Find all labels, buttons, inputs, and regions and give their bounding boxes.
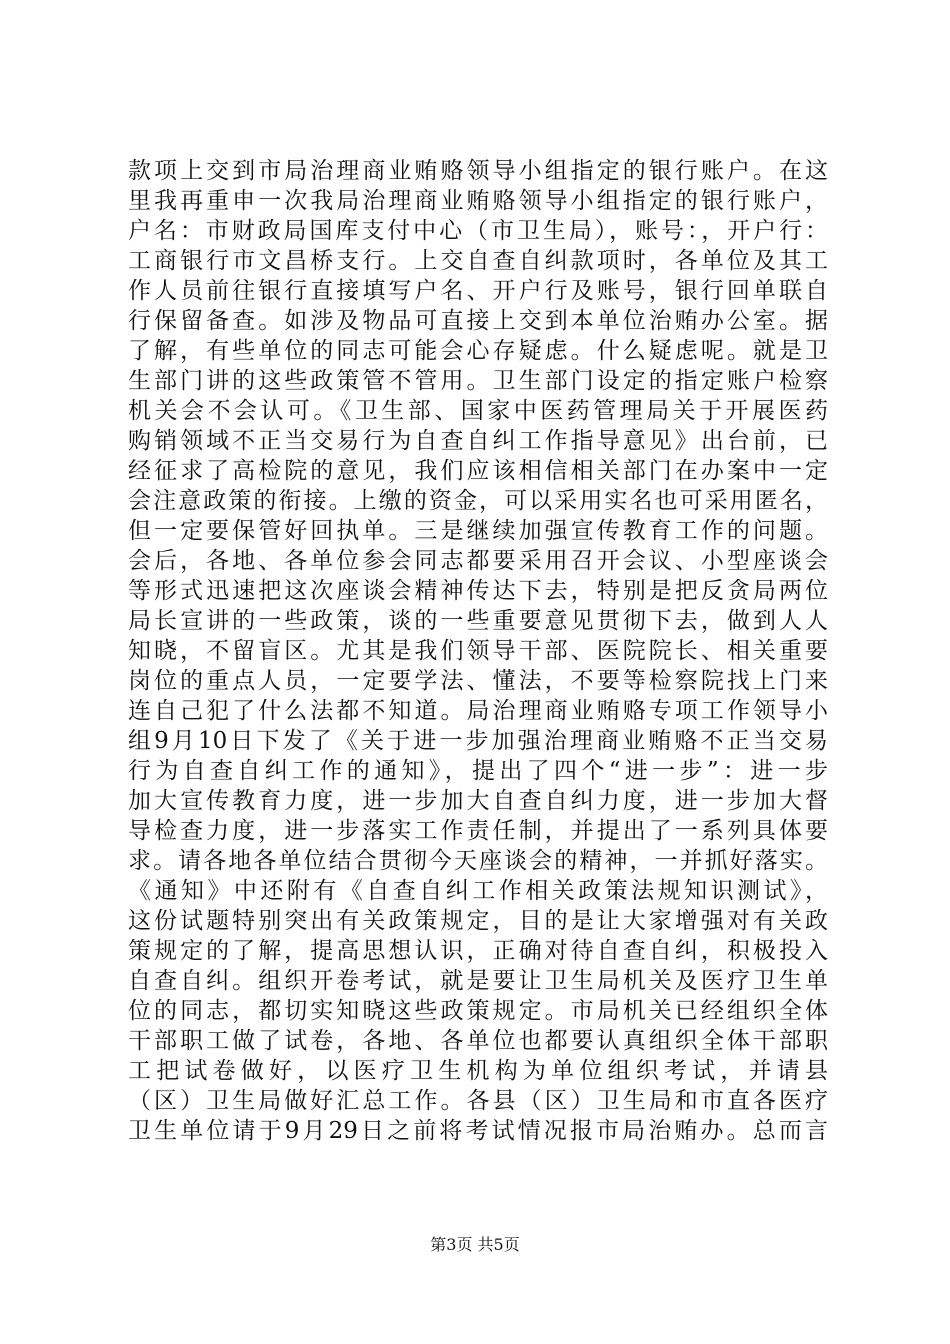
text-line: 会注意政策的衔接。上缴的资金，可以采用实名也可采用匿名，	[128, 488, 828, 514]
text-line: 知晓，不留盲区。尤其是我们领导干部、医院院长、相关重要	[128, 638, 828, 664]
text-line: 《通知》中还附有《自查自纠工作相关政策法规知识测试》，	[128, 878, 828, 904]
text-line: 户名：市财政局国库支付中心（市卫生局），账号：，开户行：	[128, 218, 828, 244]
text-line: 组9月10日下发了《关于进一步加强治理商业贿赂不正当交易	[128, 728, 828, 754]
text-line: 位的同志，都切实知晓这些政策规定。市局机关已经组织全体	[128, 998, 828, 1024]
text-line: 导检查力度，进一步落实工作责任制，并提出了一系列具体要	[128, 818, 828, 844]
text-line: 加大宣传教育力度，进一步加大自查自纠力度，进一步加大督	[128, 788, 828, 814]
text-line: 行保留备查。如涉及物品可直接上交到本单位治贿办公室。据	[128, 308, 828, 334]
text-line: 经征求了高检院的意见，我们应该相信相关部门在办案中一定	[128, 458, 828, 484]
text-line: 购销领域不正当交易行为自查自纠工作指导意见》出台前，已	[128, 428, 828, 454]
text-line: 但一定要保管好回执单。三是继续加强宣传教育工作的问题。	[128, 518, 828, 544]
text-line: 生部门讲的这些政策管不管用。卫生部门设定的指定账户检察	[128, 368, 828, 394]
text-line: 了解，有些单位的同志可能会心存疑虑。什么疑虑呢。就是卫	[128, 338, 828, 364]
text-line: （区）卫生局做好汇总工作。各县（区）卫生局和市直各医疗	[128, 1088, 828, 1114]
text-line: 策规定的了解，提高思想认识，正确对待自查自纠，积极投入	[128, 938, 828, 964]
text-line: 卫生单位请于9月29日之前将考试情况报市局治贿办。总而言	[128, 1118, 828, 1144]
text-line: 这份试题特别突出有关政策规定，目的是让大家增强对有关政	[128, 908, 828, 934]
text-line: 行为自查自纠工作的通知》，提出了四个“进一步”：进一步	[128, 758, 828, 784]
text-line: 等形式迅速把这次座谈会精神传达下去，特别是把反贪局两位	[128, 578, 828, 604]
text-line: 里我再重申一次我局治理商业贿赂领导小组指定的银行账户，	[128, 188, 828, 214]
text-line: 干部职工做了试卷，各地、各单位也都要认真组织全体干部职	[128, 1028, 828, 1054]
text-line: 岗位的重点人员，一定要学法、懂法，不要等检察院找上门来	[128, 668, 828, 694]
text-line: 连自己犯了什么法都不知道。局治理商业贿赂专项工作领导小	[128, 698, 828, 724]
text-line: 局长宣讲的一些政策，谈的一些重要意见贯彻下去，做到人人	[128, 608, 828, 634]
text-line: 自查自纠。组织开卷考试，就是要让卫生局机关及医疗卫生单	[128, 968, 828, 994]
text-line: 会后，各地、各单位参会同志都要采用召开会议、小型座谈会	[128, 548, 828, 574]
text-line: 机关会不会认可。《卫生部、国家中医药管理局关于开展医药	[128, 398, 828, 424]
text-line: 作人员前往银行直接填写户名、开户行及账号，银行回单联自	[128, 278, 828, 304]
page-number-footer: 第3页 共5页	[430, 1235, 520, 1254]
text-line: 工商银行市文昌桥支行。上交自查自纠款项时，各单位及其工	[128, 248, 828, 274]
text-line: 求。请各地各单位结合贯彻今天座谈会的精神，一并抓好落实。	[128, 848, 828, 874]
text-line: 工把试卷做好，以医疗卫生机构为单位组织考试，并请县	[128, 1058, 828, 1084]
document-body	[128, 156, 828, 1146]
text-line: 款项上交到市局治理商业贿赂领导小组指定的银行账户。在这	[128, 158, 828, 184]
